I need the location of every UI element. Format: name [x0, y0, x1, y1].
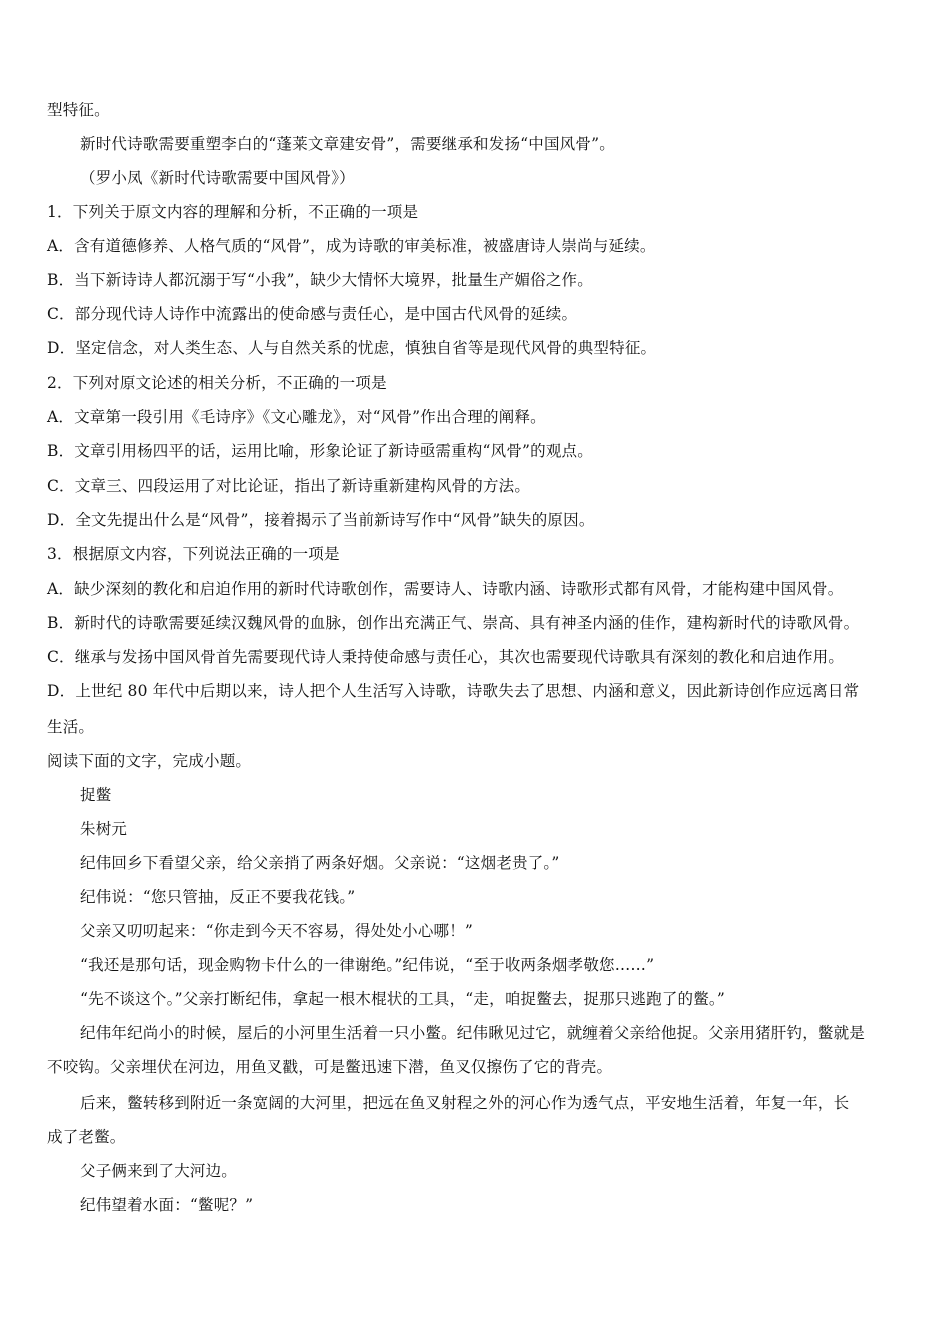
text-line: 新时代诗歌需要重塑李白的“蓬莱文章建安骨”，需要继承和发扬“中国风骨”。 [80, 135, 615, 153]
question-3-option-c: C．继承与发扬中国风骨首先需要现代诗人秉持使命感与责任心，其次也需要现代诗歌具有深刻的教化和启迪作用。 [47, 648, 845, 666]
question-1-stem: 1．下列关于原文内容的理解和分析，不正确的一项是 [47, 203, 419, 221]
story-paragraph: 父子俩来到了大河边。 [80, 1162, 238, 1180]
story-paragraph: 父亲又叨叨起来：“你走到今天不容易，得处处小心哪！” [80, 922, 474, 940]
question-1-option-c: C．部分现代诗人诗作中流露出的使命感与责任心，是中国古代风骨的延续。 [47, 305, 578, 323]
story-paragraph-continued: 成了老鳖。 [47, 1128, 126, 1146]
story-author: 朱树元 [80, 820, 128, 838]
story-paragraph: “我还是那句话，现金购物卡什么的一律谢绝。”纪伟说，“至于收两条烟孝敬您……” [80, 956, 655, 974]
question-3-stem: 3．根据原文内容，下列说法正确的一项是 [47, 545, 340, 563]
question-3-option-d: D．上世纪 80 年代中后期以来，诗人把个人生活写入诗歌，诗歌失去了思想、内涵和意义，因此新诗创作应远离日常 [47, 682, 860, 700]
question-3-option-a: A．缺少深刻的教化和启迫作用的新时代诗歌创作，需要诗人、诗歌内涵、诗歌形式都有风骨，才能构建中国风骨。 [47, 580, 844, 598]
story-paragraph: 纪伟说：“您只管抽，反正不要我花钱。” [80, 888, 356, 906]
story-paragraph: 纪伟年纪尚小的时候，屋后的小河里生活着一只小鳖。纪伟瞅见过它，就缠着父亲给他捉。父亲用猪肝钓，鳖就是 [80, 1024, 866, 1042]
text-line: 型特征。 [47, 101, 110, 119]
story-paragraph-continued: 不咬钩。父亲埋伏在河边，用鱼叉戳，可是鳖迅速下潜，鱼叉仅擦伤了它的背壳。 [47, 1058, 613, 1076]
question-2-option-c: C．文章三、四段运用了对比论证，指出了新诗重新建构风骨的方法。 [47, 477, 531, 495]
story-paragraph: 纪伟望着水面：“鳖呢？” [80, 1196, 254, 1214]
question-1-option-a: A．含有道德修养、人格气质的“风骨”，成为诗歌的审美标准，被盛唐诗人崇尚与延续。 [47, 237, 656, 255]
story-paragraph: 纪伟回乡下看望父亲，给父亲捎了两条好烟。父亲说：“这烟老贵了。” [80, 854, 560, 872]
story-paragraph: “先不谈这个。”父亲打断纪伟，拿起一根木棍状的工具，“走，咱捉鳖去，捉那只逃跑了的鳖。” [80, 990, 725, 1008]
story-title: 捉鳖 [80, 786, 112, 804]
question-2-option-b: B．文章引用杨四平的话，运用比喻，形象论证了新诗亟需重构“风骨”的观点。 [47, 442, 593, 460]
question-1-option-d: D．坚定信念，对人类生态、人与自然关系的忧虑，慎独自省等是现代风骨的典型特征。 [47, 339, 657, 357]
question-2-option-a: A．文章第一段引用《毛诗序》《文心雕龙》，对“风骨”作出合理的阐释。 [47, 408, 546, 426]
question-3-option-b: B．新时代的诗歌需要延续汉魏风骨的血脉，创作出充满正气、崇高、具有神圣内涵的佳作，建构新时代的诗歌风骨。 [47, 614, 860, 632]
story-paragraph: 后来，鳖转移到附近一条宽阔的大河里，把远在鱼叉射程之外的河心作为透气点，平安地生活着，年复一年，长 [80, 1094, 850, 1112]
question-2-option-d: D．全文先提出什么是“风骨”，接着揭示了当前新诗写作中“风骨”缺失的原因。 [47, 511, 595, 529]
citation-line: （罗小凤《新时代诗歌需要中国风骨》） [80, 169, 355, 187]
text-line: 生活。 [47, 718, 95, 736]
question-1-option-b: B．当下新诗诗人都沉溺于写“小我”，缺少大情怀大境界，批量生产媚俗之作。 [47, 271, 593, 289]
reading-instruction: 阅读下面的文字，完成小题。 [47, 752, 252, 770]
question-2-stem: 2．下列对原文论述的相关分析，不正确的一项是 [47, 374, 387, 392]
